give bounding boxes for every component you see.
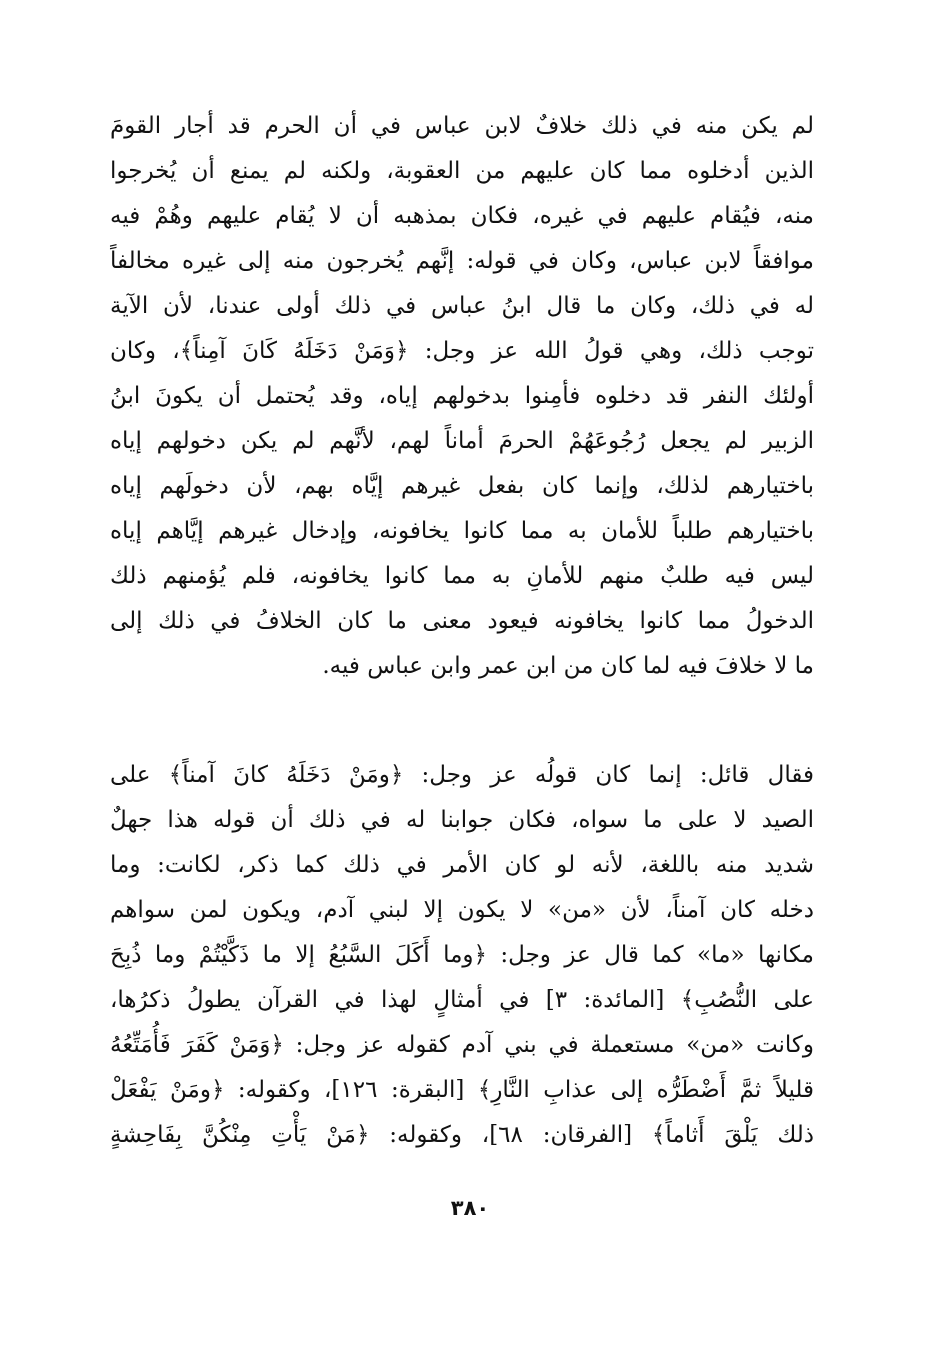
- text-line: توجب ذلك، وهي قولُ الله عز وجل: ﴿وَمَنْ دَخَلَهُ كَانَ آمِناً﴾، وكان: [110, 338, 814, 364]
- text-line: له في ذلك، وكان ما قال ابنُ عباس في ذلك أولى عندنا، لأن الآية: [110, 293, 814, 319]
- paragraph-1: [110, 104, 814, 689]
- text-line: قليلاً ثمَّ أَضْطَرُّه إلى عذابِ النَّارِ﴾ [البقرة: ١٢٦]، وكقوله: ﴿ومَنْ يَفْعَلْ: [110, 1077, 815, 1103]
- text-line: الدخولُ مما كانوا يخافونه فيعود معنى ما كان الخلافُ في ذلك إلى: [110, 608, 814, 634]
- text-line: ما لا خلافَ فيه لما كان من ابن عمر وابن عباس فيه.: [322, 653, 814, 679]
- text-line: وكانت «من» مستعملة في بني آدم كقوله عز وجل: ﴿وَمَنْ كَفَرَ فَأُمَتِّعُهُ: [110, 1032, 814, 1058]
- text-line: لم يكن منه في ذلك خلافٌ لابن عباس في أن الحرم قد أجار القومَ: [110, 113, 814, 139]
- text-line: الذين أدخلوه مما كان عليهم من العقوبة، ولكنه لم يمنع أن يُخرجوا: [110, 158, 814, 184]
- text-line: شديد منه باللغة، لأنه لو كان الأمر في ذلك كما ذكر، لكانت: وما: [110, 852, 814, 878]
- text-line: باختيارهم لذلك، وإنما كان بفعل غيرهم إيَّاه بهم، لأن دخولَهم إياه: [110, 473, 814, 499]
- text-line: الزبير لم يجعل رُجُوعَهُمْ الحرمَ أماناً لهم، لأنَّهم لم يكن دخولهم إياه: [110, 428, 814, 454]
- text-line: فقال قائل: إنما كان قولُه عز وجل: ﴿ومَنْ دَخَلَهُ كانَ آمناً﴾ على: [110, 762, 814, 788]
- text-line: دخله كان آمناً، لأن «من» لا يكون إلا لبني آدم، ويكون لمن سواهم: [110, 897, 814, 923]
- text-line: على النُّصُبِ﴾ [المائدة: ٣] في أمثالٍ لهذا في القرآن يطولُ ذكرُها،: [110, 987, 814, 1013]
- text-line: ليس فيه طلبٌ منهم للأمانِ به مما كانوا يخافونه، فلم يُؤمنهم ذلك: [110, 563, 814, 589]
- text-line: أولئك النفر قد دخلوه فأمِنوا بدخولهم إياه، وقد يُحتمل أن يكونَ ابنُ: [110, 383, 814, 409]
- page-number: ٣٨٠: [450, 1196, 490, 1220]
- text-line: باختيارهم طلباً للأمان به مما كانوا يخافونه، وإدخال غيرهم إيَّاهم إياه: [110, 518, 814, 544]
- text-line: الصيد لا على ما سواه، فكان جوابنا له في ذلك أن قوله هذا جهلٌ: [110, 807, 814, 833]
- text-line: مكانها «ما» كما قال عز وجل: ﴿وما أَكَلَ السَّبُعُ إلا ما ذَكَّيْتُمْ وما ذُبِحَ: [110, 942, 814, 968]
- text-line: ذلك يَلْقَ أَثاماً﴾ [الفرقان: ٦٨]، وكقوله: ﴿مَنْ يَأْتِ مِنْكُنَّ بِفَاحِشةٍ: [110, 1122, 814, 1148]
- text-line: موافقاً لابن عباس، وكان في قوله: إنَّهم يُخرجون منه إلى غيره مخالفاً: [110, 248, 814, 274]
- paragraph-2: [110, 753, 814, 1158]
- text-line: منه، فيُقام عليهم في غيره، فكان بمذهبه أن لا يُقام عليهم وهُمْ فيه: [110, 203, 814, 229]
